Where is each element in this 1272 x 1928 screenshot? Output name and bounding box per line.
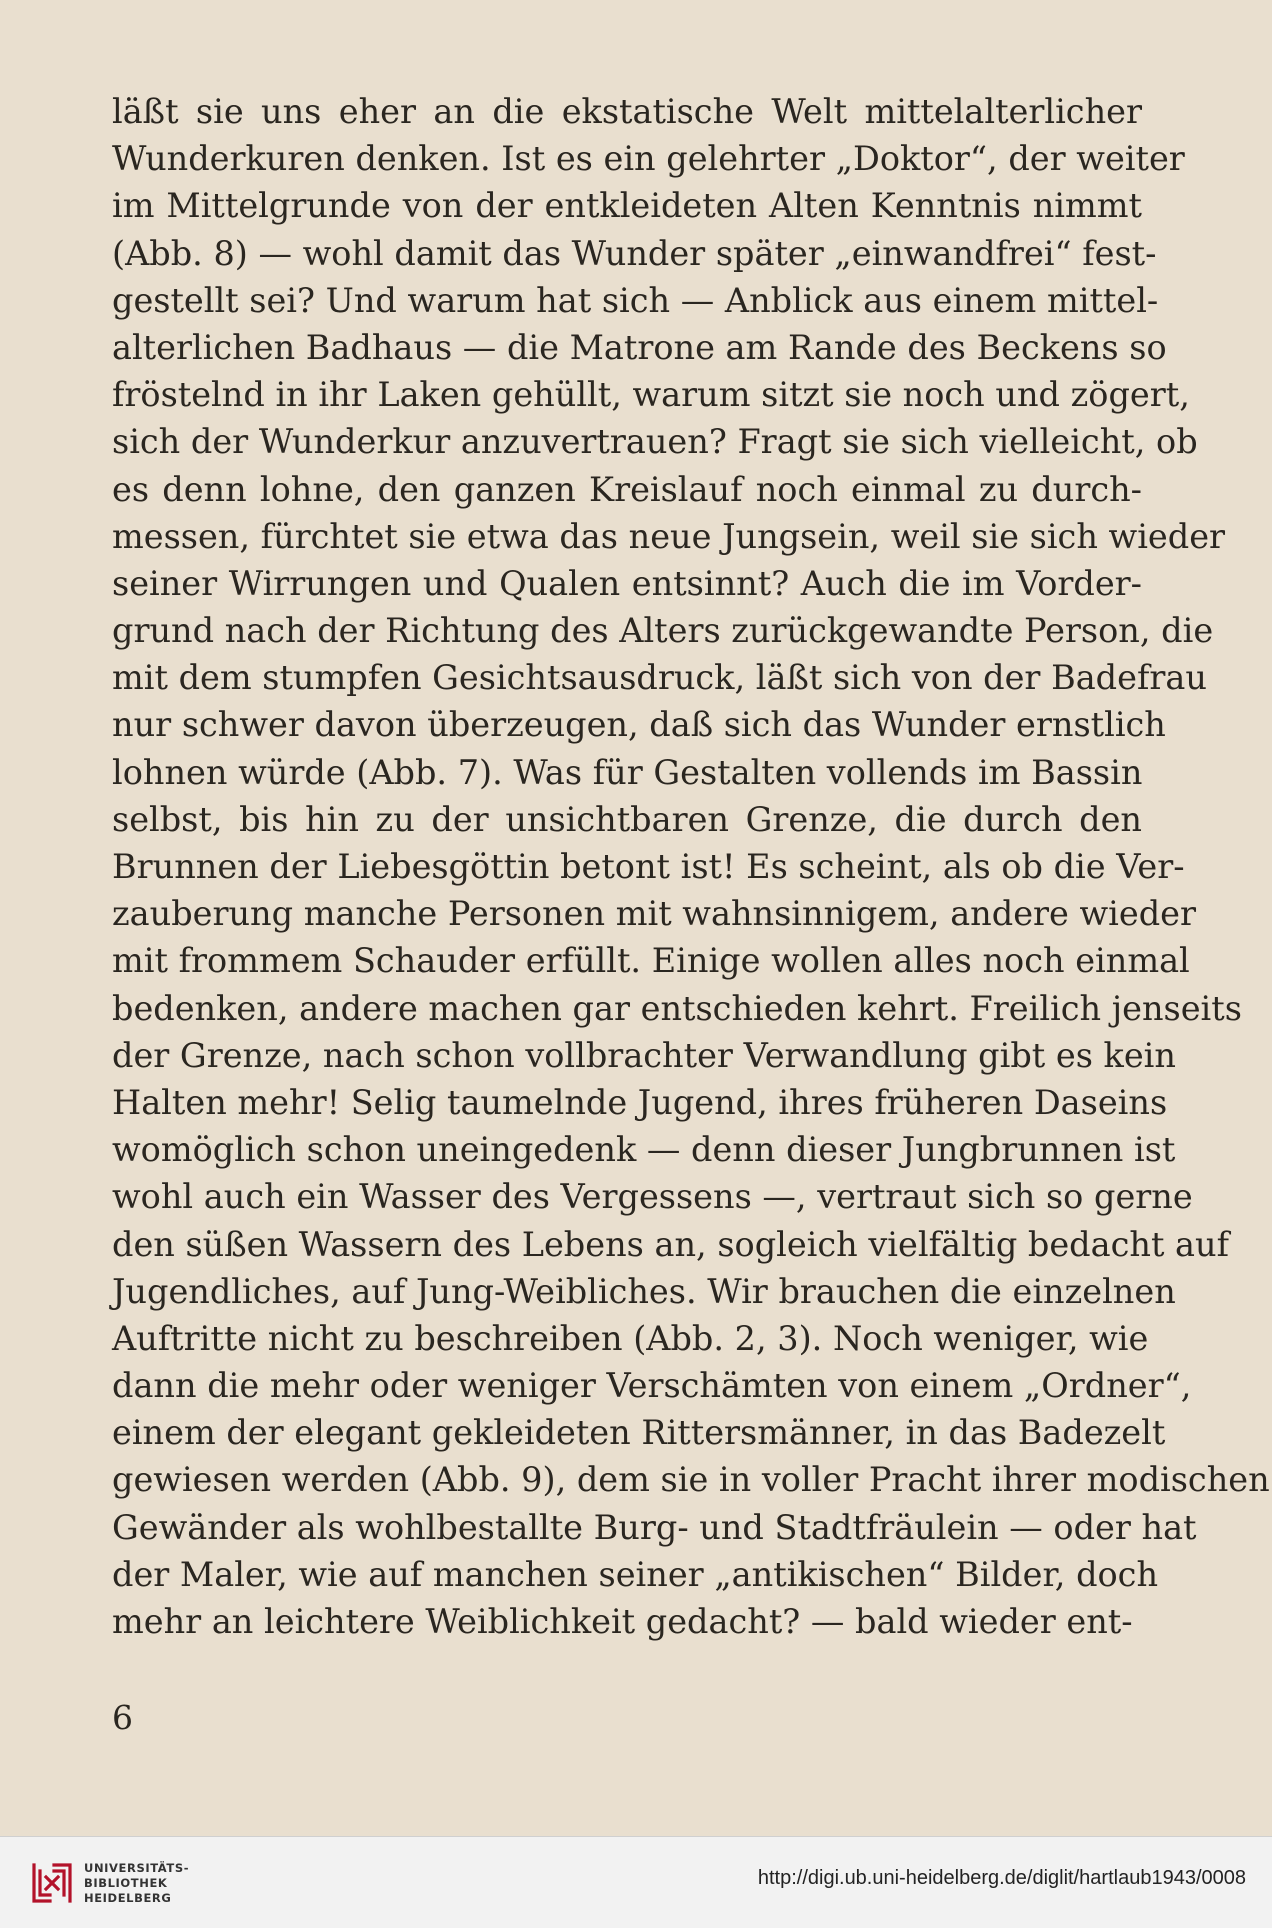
library-name [84, 1861, 189, 1906]
text-line: mit frommem Schauder erfüllt. Einige wollen alles noch einmal [112, 941, 1190, 981]
text-line: wohl auch ein Wasser des Vergessens —, vertraut sich so gerne [112, 1177, 1193, 1217]
ub-heidelberg-logo-icon [28, 1859, 76, 1907]
text-line: Jugendliches, auf Jung-Weibliches. Wir brauchen die einzelnen [112, 1271, 1176, 1311]
text-line: lohnen würde (Abb. 7). Was für Gestalten vollends im Bassin [112, 752, 1143, 792]
text-line: gewiesen werden (Abb. 9), dem sie in voller Pracht ihrer modischen [112, 1460, 1270, 1500]
text-line: es denn lohne, den ganzen Kreislauf noch einmal zu durch- [112, 469, 1142, 509]
text-line: Gewänder als wohlbestallte Burg- und Stadtfräulein — oder hat [112, 1507, 1197, 1547]
text-line: seiner Wirrungen und Qualen entsinnt? Auch die im Vorder- [112, 563, 1142, 603]
text-line: läßt sie uns eher an die ekstatische Welt mittelalterlicher [112, 92, 1142, 131]
text-line: alterlichen Badhaus — die Matrone am Rande des Beckens so [112, 327, 1167, 367]
text-line: (Abb. 8) — wohl damit das Wunder später „einwandfrei“ fest- [112, 233, 1157, 273]
library-name-line: HEIDELBERG [84, 1891, 172, 1905]
text-line: gestellt sei? Und warum hat sich — Anblick aus einem mittel- [112, 280, 1159, 320]
text-line: dann die mehr oder weniger Verschämten von einem „Ordner“, [112, 1366, 1192, 1406]
text-line: der Maler, wie auf manchen seiner „antikischen“ Bilder, doch [112, 1554, 1159, 1594]
text-line: Brunnen der Liebesgöttin betont ist! Es scheint, als ob die Ver- [112, 847, 1185, 886]
text-line: den süßen Wassern des Lebens an, sogleich vielfältig bedacht auf [112, 1224, 1229, 1264]
body-text [112, 88, 1270, 1645]
source-url-link[interactable]: http://digi.ub.uni-heidelberg.de/diglit/hartlaub1943/0008 [757, 1867, 1246, 1889]
text-line: Auftritte nicht zu beschreiben (Abb. 2, 3). Noch weniger, wie [112, 1318, 1149, 1358]
text-line: messen, fürchtet sie etwa das neue Jungsein, weil sie sich wieder [112, 516, 1226, 556]
text-line: mit dem stumpfen Gesichtsausdruck, läßt sich von der Badefrau [112, 658, 1207, 698]
footer-bar [0, 1836, 1272, 1928]
text-line: zauberung manche Personen mit wahnsinnigem, andere wieder [112, 894, 1197, 934]
text-line: Halten mehr! Selig taumelnde Jugend, ihres früheren Daseins [112, 1082, 1168, 1122]
page-number: 6 [112, 1698, 133, 1737]
text-line: Wunderkuren denken. Ist es ein gelehrter „Doktor“, der weiter [112, 139, 1185, 179]
library-name-line: UNIVERSITÄTS- [84, 1861, 190, 1875]
text-line: der Grenze, nach schon vollbrachter Verwandlung gibt es kein [112, 1035, 1176, 1075]
text-line: einem der elegant gekleideten Rittersmänner, in das Badezelt [112, 1413, 1166, 1453]
text-line: mehr an leichtere Weiblichkeit gedacht? — bald wieder ent- [112, 1602, 1133, 1641]
library-name-line: BIBLIOTHEK [84, 1876, 168, 1890]
text-line: selbst, bis hin zu der unsichtbaren Grenze, die durch den [112, 799, 1142, 839]
text-line: fröstelnd in ihr Laken gehüllt, warum sitzt sie noch und zögert, [112, 375, 1190, 415]
text-line: grund nach der Richtung des Alters zurückgewandte Person, die [112, 611, 1214, 651]
text-line: nur schwer davon überzeugen, daß sich das Wunder ernstlich [112, 705, 1166, 745]
text-line: im Mittelgrunde von der entkleideten Alten Kenntnis nimmt [112, 186, 1142, 226]
text-line: sich der Wunderkur anzuvertrauen? Fragt sie sich vielleicht, ob [112, 422, 1198, 462]
text-line: womöglich schon uneingedenk — denn dieser Jungbrunnen ist [112, 1130, 1176, 1170]
text-line: bedenken, andere machen gar entschieden kehrt. Freilich jenseits [112, 988, 1242, 1028]
